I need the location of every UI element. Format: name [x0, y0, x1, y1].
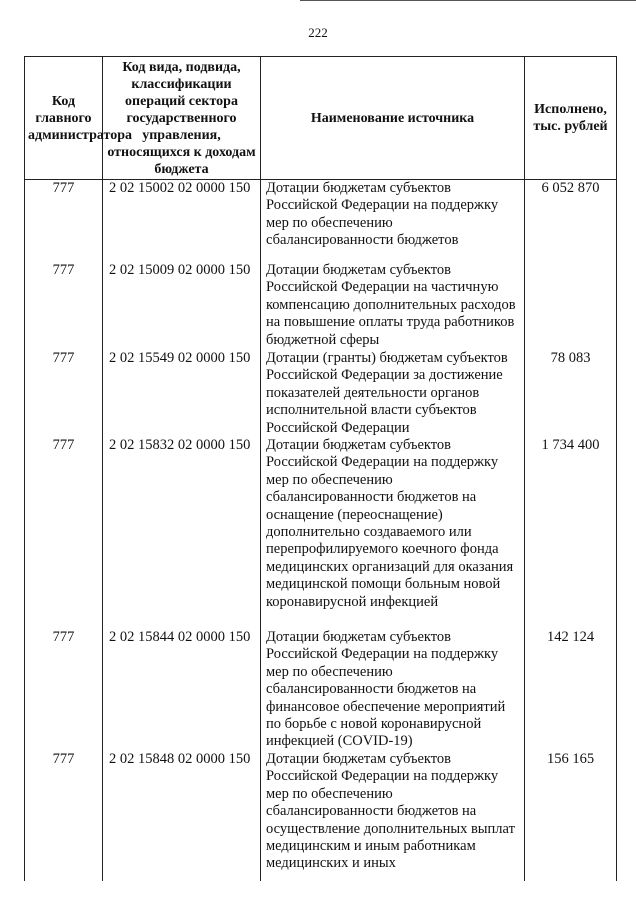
table-row: [25, 629, 617, 751]
header-admin-code: Код главного администратора: [25, 57, 103, 180]
source-name-cell: Дотации бюджетам субъектов Российской Федерации на поддержку мер по обеспечению сбалансированности бюджетов на оснащение (переоснащение) дополнительно создаваемого или перепрофилируемого коечного фонда медицинских организаций для оказания медицинской помощи больным новой коронавирусной инфекцией: [261, 437, 525, 629]
amount-cell: 1 734 400: [525, 437, 617, 629]
table-body: [25, 180, 617, 882]
class-code-cell: 2 02 15848 02 0000 150: [103, 751, 261, 881]
source-name-cell: Дотации бюджетам субъектов Российской Федерации на поддержку мер по обеспечению сбалансированности бюджетов: [261, 180, 525, 263]
table-row: [25, 350, 617, 437]
admin-code-cell: 777: [25, 751, 103, 881]
table-row: [25, 437, 617, 629]
source-name-cell: Дотации бюджетам субъектов Российской Федерации на поддержку мер по обеспечению сбалансированности бюджетов на осуществление дополнительных выплат медицинским и иным работникам медицинских и иных: [261, 751, 525, 881]
admin-code-cell: 777: [25, 437, 103, 629]
class-code-cell: 2 02 15549 02 0000 150: [103, 350, 261, 437]
class-code-cell: 2 02 15009 02 0000 150: [103, 262, 261, 350]
amount-cell: 156 165: [525, 751, 617, 881]
amount-cell: 142 124: [525, 629, 617, 751]
header-executed: Исполнено, тыс. рублей: [525, 57, 617, 180]
header-source-name: Наименование источника: [261, 57, 525, 180]
table-row: [25, 262, 617, 350]
admin-code-cell: 777: [25, 262, 103, 350]
amount-cell: 6 052 870: [525, 180, 617, 263]
amount-cell: [525, 262, 617, 350]
table-header: [25, 57, 617, 180]
admin-code-cell: 777: [25, 350, 103, 437]
header-class-code: Код вида, подвида, классификации операций сектора государственного управления, относящихся к доходам бюджета: [103, 57, 261, 180]
source-name-cell: Дотации (гранты) бюджетам субъектов Российской Федерации за достижение показателей деятельности органов исполнительной власти субъектов Российской Федерации: [261, 350, 525, 437]
header-row: [25, 57, 617, 180]
source-name-cell: Дотации бюджетам субъектов Российской Федерации на частичную компенсацию дополнительных расходов на повышение оплаты труда работников бюджетной сферы: [261, 262, 525, 350]
admin-code-cell: 777: [25, 629, 103, 751]
admin-code-cell: 777: [25, 180, 103, 263]
class-code-cell: 2 02 15844 02 0000 150: [103, 629, 261, 751]
source-name-cell: Дотации бюджетам субъектов Российской Федерации на поддержку мер по обеспечению сбалансированности бюджетов на финансовое обеспечение мероприятий по борьбе с новой коронавирусной инфекцией (COVID-19): [261, 629, 525, 751]
table-row: [25, 180, 617, 263]
top-edge-rule: [300, 0, 636, 1]
page-number: 222: [308, 25, 328, 40]
table-row: [25, 751, 617, 881]
class-code-cell: 2 02 15002 02 0000 150: [103, 180, 261, 263]
revenue-table: [24, 56, 617, 881]
class-code-cell: 2 02 15832 02 0000 150: [103, 437, 261, 629]
amount-cell: 78 083: [525, 350, 617, 437]
